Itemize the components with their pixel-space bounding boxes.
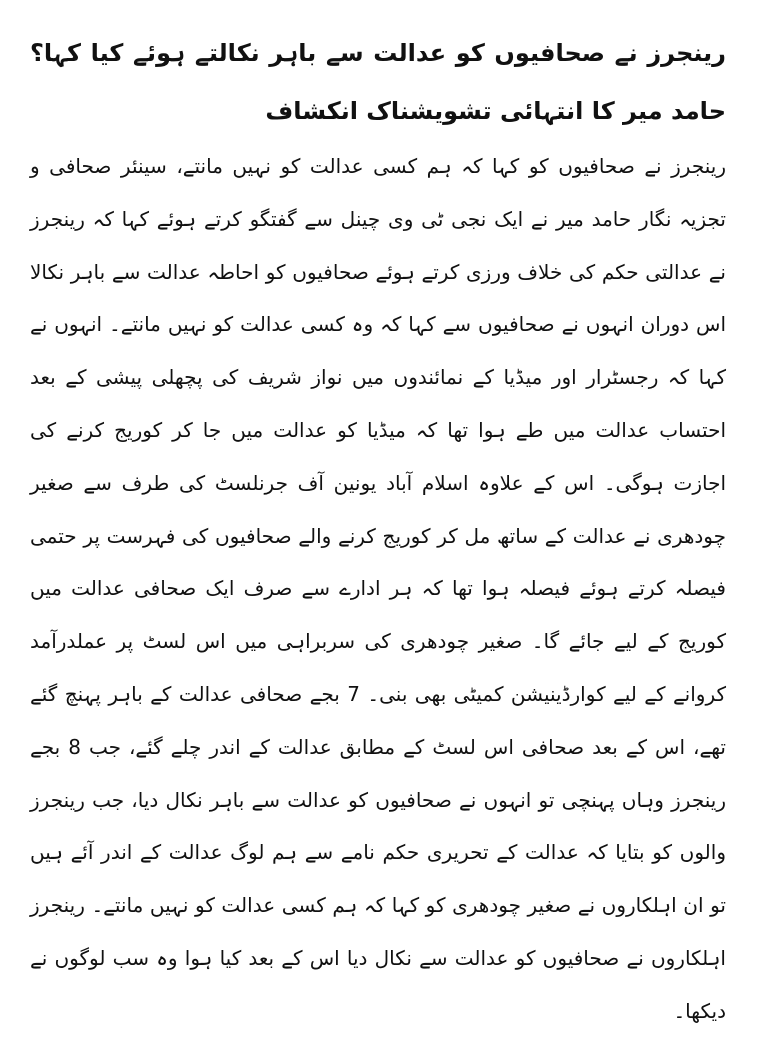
article-body: رینجرز نے صحافیوں کو کہا کہ ہم کسی عدالت کو نہیں مانتے، سینئر صحافی و تجزیہ نگار حامد میر نے ایک نجی ٹی وی چینل سے گفتگو کرتے ہوئے کہا کہ رینجرز نے عدالتی حکم کی خلاف ورزی کرتے ہوئے صحافیوں کو احاطہ عدالت سے باہر نکالا اس دوران انہوں نے صحافیوں سے کہا کہ وہ کسی عدالت کو نہیں مانتے۔ انہوں نے کہا کہ رجسٹرار اور میڈیا کے نمائندوں میں نواز شریف کی پچھلی پیشی کے بعد احتساب عدالت میں طے ہوا تھا کہ میڈیا کو عدالت میں جا کر کوریج کرنے کی اجازت ہوگی۔ اس کے علاوہ اسلام آباد یونین آف جرنلسٹ کی طرف سے صغیر چودھری نے عدالت کے ساتھ مل کر کوریج کرنے والے صحافیوں کی فہرست پر حتمی فیصلہ کرتے ہوئے فیصلہ ہوا تھا کہ ہر ادارے سے صرف ایک صحافی عدالت میں کوریج کے لیے جائے گا۔ صغیر چودھری کی سربراہی میں اس لسٹ پر عملدرآمد کروانے کے لیے کوارڈینیشن کمیٹی بھی بنی۔ 7 بجے صحافی عدالت کے باہر پہنچ گئے تھے، اس کے بعد صحافی اس لسٹ کے مطابق عدالت کے اندر چلے گئے، جب 8 بجے رینجرز وہاں پہنچی تو انہوں نے صحافیوں کو عدالت سے باہر نکال دیا، جب رینجرز والوں کو بتایا کہ عدالت کے تحریری حکم نامے سے ہم لوگ عدالت کے اندر آئے ہیں تو ان اہلکاروں نے صغیر چودھری کو کہا کہ ہم کسی عدالت کو نہیں مانتے۔ رینجرز اہلکاروں نے صحافیوں کو عدالت سے نکال دیا اس کے بعد کیا ہوا وہ سب لوگوں نے دیکھا۔ — [30, 154, 726, 1023]
article-headline: رینجرز نے صحافیوں کو عدالت سے باہر نکالتے ہوئے کیا کہا؟ حامد میر کا انتہائی تشویشناک انکشاف — [30, 39, 726, 125]
news-article — [30, 24, 726, 1038]
